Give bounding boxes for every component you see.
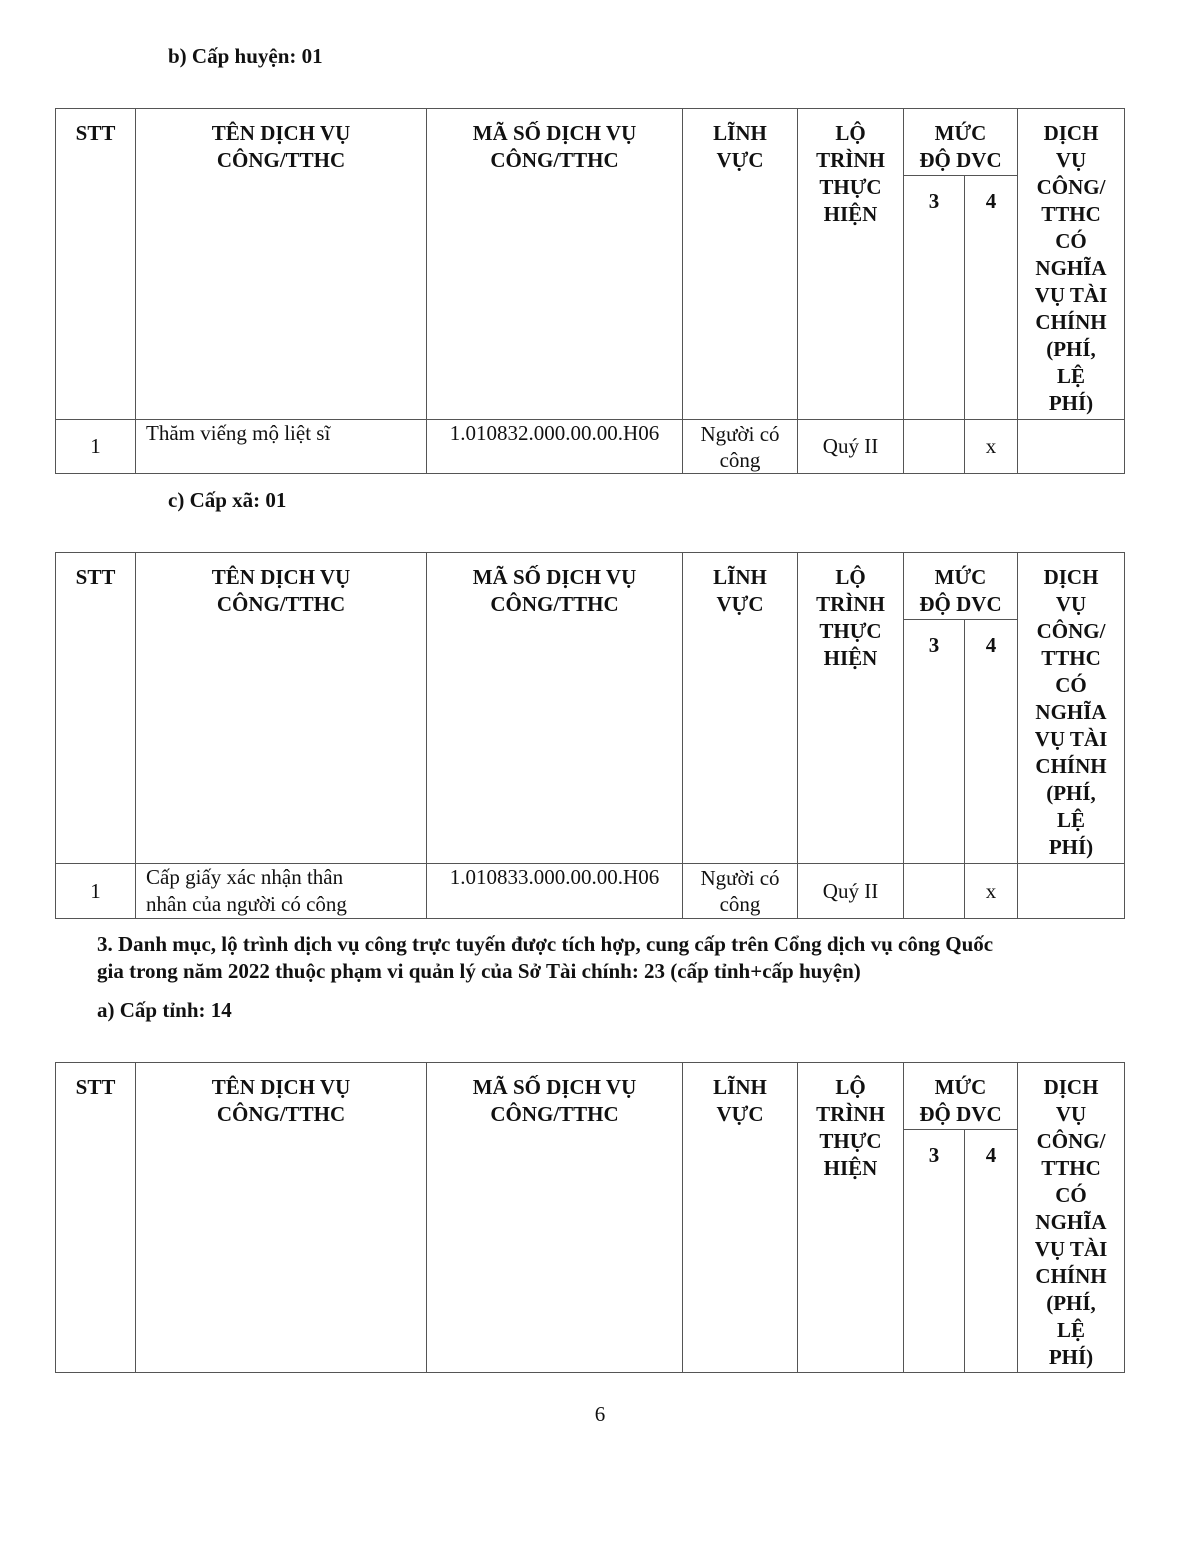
- col-header-fee: DỊCH VỤ CÔNG/ TTHC CÓ NGHĨA VỤ TÀI CHÍNH (PHÍ, LỆ PHÍ): [1018, 1063, 1125, 1373]
- cell-code: 1.010832.000.00.00.H06: [427, 420, 683, 474]
- col-header-stt: STT: [56, 1063, 136, 1373]
- col-header-field: LĨNH VỰC: [683, 1063, 798, 1373]
- table-row: [56, 864, 1125, 919]
- col-header-level-3: 3: [904, 176, 965, 420]
- section-3-heading: 3. Danh mục, lộ trình dịch vụ công trực tuyến được tích hợp, cung cấp trên Cổng dịch vụ công Quốc gia trong năm 2022 thuộc phạm vi quản lý của Sở Tài chính: 23 (cấp tỉnh+cấp huyện): [97, 932, 994, 983]
- col-header-code: MÃ SỐ DỊCH VỤ CÔNG/TTHC: [427, 1063, 683, 1373]
- table-cap-xa: [55, 552, 1125, 919]
- col-header-route: LỘ TRÌNH THỰC HIỆN: [798, 1063, 904, 1373]
- cell-field: Người có công: [683, 420, 798, 474]
- cell-route: Quý II: [798, 420, 904, 474]
- table-cap-tinh: [55, 1062, 1125, 1373]
- cell-name: Thăm viếng mộ liệt sĩ: [136, 420, 427, 474]
- col-header-stt: STT: [56, 109, 136, 420]
- cell-name: Cấp giấy xác nhận thân nhân của người có công: [136, 864, 427, 919]
- heading-cap-xa: c) Cấp xã: 01: [168, 488, 287, 512]
- col-header-level-4: 4: [965, 1130, 1018, 1373]
- page-number: 6: [594, 1402, 606, 1426]
- col-header-name: TÊN DỊCH VỤ CÔNG/TTHC: [136, 109, 427, 420]
- col-header-code: MÃ SỐ DỊCH VỤ CÔNG/TTHC: [427, 109, 683, 420]
- col-header-level-3: 3: [904, 1130, 965, 1373]
- col-header-level-4: 4: [965, 620, 1018, 864]
- cell-level-3: [904, 420, 965, 474]
- col-header-name: TÊN DỊCH VỤ CÔNG/TTHC: [136, 553, 427, 864]
- cell-fee: [1018, 864, 1125, 919]
- table-row: [56, 420, 1125, 474]
- col-header-level: MỨC ĐỘ DVC: [904, 109, 1018, 176]
- cell-level-4: x: [965, 420, 1018, 474]
- cell-field: Người có công: [683, 864, 798, 919]
- col-header-field: LĨNH VỰC: [683, 109, 798, 420]
- col-header-level-4: 4: [965, 176, 1018, 420]
- col-header-level: MỨC ĐỘ DVC: [904, 553, 1018, 620]
- col-header-fee: DỊCH VỤ CÔNG/ TTHC CÓ NGHĨA VỤ TÀI CHÍNH (PHÍ, LỆ PHÍ): [1018, 553, 1125, 864]
- col-header-stt: STT: [56, 553, 136, 864]
- col-header-fee: DỊCH VỤ CÔNG/ TTHC CÓ NGHĨA VỤ TÀI CHÍNH (PHÍ, LỆ PHÍ): [1018, 109, 1125, 420]
- heading-cap-huyen: b) Cấp huyện: 01: [168, 44, 323, 68]
- cell-level-3: [904, 864, 965, 919]
- col-header-name: TÊN DỊCH VỤ CÔNG/TTHC: [136, 1063, 427, 1373]
- cell-stt: 1: [56, 864, 136, 919]
- heading-cap-tinh: a) Cấp tỉnh: 14: [97, 998, 232, 1022]
- cell-fee: [1018, 420, 1125, 474]
- cell-route: Quý II: [798, 864, 904, 919]
- col-header-field: LĨNH VỰC: [683, 553, 798, 864]
- col-header-code: MÃ SỐ DỊCH VỤ CÔNG/TTHC: [427, 553, 683, 864]
- table-cap-huyen: [55, 108, 1125, 474]
- cell-code: 1.010833.000.00.00.H06: [427, 864, 683, 919]
- col-header-route: LỘ TRÌNH THỰC HIỆN: [798, 109, 904, 420]
- col-header-route: LỘ TRÌNH THỰC HIỆN: [798, 553, 904, 864]
- col-header-level-3: 3: [904, 620, 965, 864]
- cell-stt: 1: [56, 420, 136, 474]
- cell-level-4: x: [965, 864, 1018, 919]
- col-header-level: MỨC ĐỘ DVC: [904, 1063, 1018, 1130]
